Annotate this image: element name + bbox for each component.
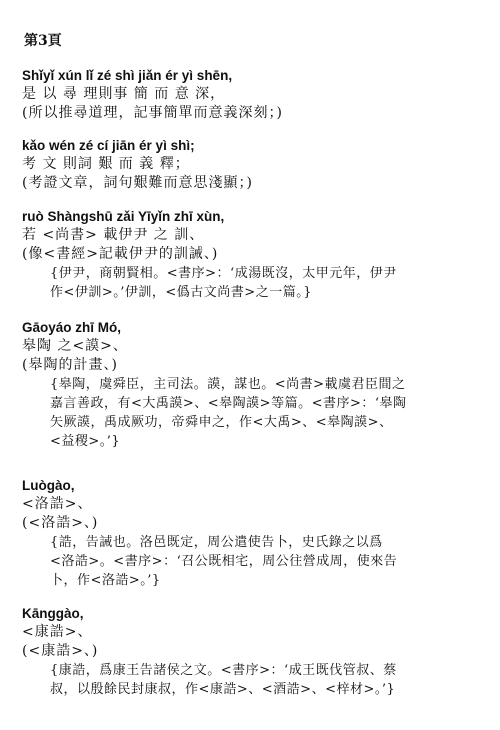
paraphrase-line: (考證文章，詞句艱難而意思淺顯；) bbox=[22, 175, 253, 191]
annotation-note bbox=[50, 264, 492, 302]
paraphrase-line: (像<書經>記載伊尹的訓誡、) bbox=[22, 246, 219, 262]
pinyin-line: ruò Shàngshū zǎi Yīyǐn zhī xùn, bbox=[22, 209, 225, 224]
note-line: 嘉言善政，有<大禹謨>、<皋陶謨>等篇。<書序>：‘皋陶 bbox=[50, 396, 407, 411]
original-text-line: 皋陶 之<謨>、 bbox=[22, 338, 128, 354]
note-line: {皋陶，虞舜臣，主司法。謨，謀也。<尚書>載虞君臣間之 bbox=[50, 377, 406, 392]
note-line: 叔，以殷餘民封康叔，作<康誥>、<酒誥>、<梓材>。’} bbox=[50, 682, 396, 697]
pinyin-line: Gāoyáo zhī Mó, bbox=[22, 320, 122, 335]
pinyin-line: kǎo wén zé cí jiān ér yì shì; bbox=[22, 138, 195, 153]
annotation-note bbox=[50, 375, 492, 451]
pinyin-line: Shǐyǐ xún lǐ zé shì jiǎn ér yì shēn, bbox=[22, 68, 233, 83]
note-line: {誥，告誡也。洛邑既定，周公遣使告卜，史氏錄之以爲 bbox=[50, 535, 383, 550]
page-number: 第3頁 bbox=[24, 33, 62, 49]
entry-3 bbox=[22, 207, 492, 302]
note-line: {伊尹，商朝賢相。<書序>：‘成湯既沒，太甲元年，伊尹 bbox=[50, 266, 397, 281]
note-line: <洛誥>。<書序>：‘召公既相宅，周公往營成周，使來告 bbox=[50, 554, 398, 569]
original-text-line: <康誥>、 bbox=[22, 624, 93, 640]
note-line: 作<伊訓>。’伊訓，<僞古文尚書>之一篇。} bbox=[50, 285, 312, 300]
paraphrase-line: (所以推尋道理，記事簡單而意義深刻；) bbox=[22, 105, 283, 121]
pinyin-line: Kānggào, bbox=[22, 606, 84, 621]
original-text-line: 考 文 則詞 艱 而 義 釋； bbox=[22, 156, 190, 172]
note-line: {康誥，爲康王告諸侯之文。<書序>：‘成王既伐管叔、蔡 bbox=[50, 663, 397, 678]
entry-5 bbox=[22, 476, 492, 590]
paraphrase-line: (皋陶的計畫、) bbox=[22, 357, 118, 373]
entry-4 bbox=[22, 318, 492, 451]
note-line: <益稷>。’} bbox=[50, 434, 121, 449]
entry-1 bbox=[22, 66, 492, 123]
paraphrase-line: (<洛誥>、) bbox=[22, 515, 99, 531]
original-text-line: 是 以 尋 理則事 簡 而 意 深， bbox=[22, 86, 226, 102]
original-text-line: 若 <尚書> 載伊尹 之 訓、 bbox=[22, 227, 205, 243]
annotation-note bbox=[50, 533, 492, 590]
paraphrase-line: (<康誥>、) bbox=[22, 643, 99, 659]
entry-2 bbox=[22, 136, 492, 193]
pinyin-line: Luògào, bbox=[22, 478, 75, 493]
annotation-note bbox=[50, 661, 492, 699]
note-line: 矢厥謨，禹成厥功，帝舜申之，作<大禹>、<皋陶謨>、 bbox=[50, 415, 393, 430]
original-text-line: <洛誥>、 bbox=[22, 496, 93, 512]
note-line: 卜，作<洛誥>。’} bbox=[50, 573, 161, 588]
entry-6 bbox=[22, 604, 492, 699]
